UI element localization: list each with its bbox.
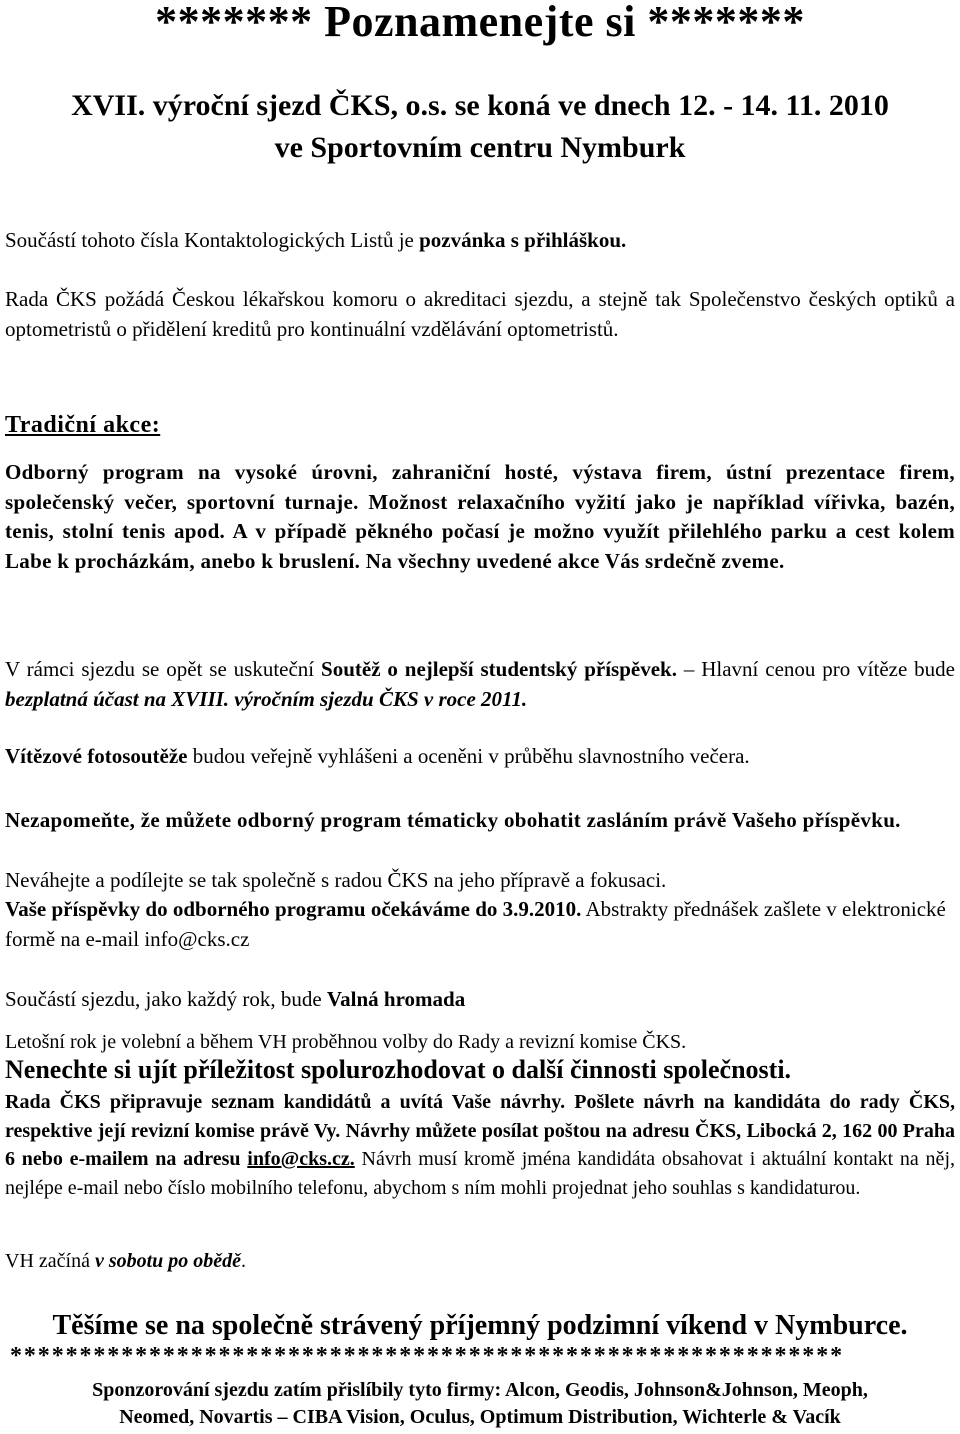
sponsors-block: [0, 1377, 960, 1431]
closing-line: Těšíme se na společně strávený příjemný podzimní víkend v Nymburce.: [52, 1310, 908, 1341]
assembly-start: [5, 1247, 955, 1275]
program-deadline: [5, 895, 955, 954]
election-info: Letošní rok je volební a během VH proběhnou volby do Rady a revizní komise ČKS.: [5, 1031, 687, 1053]
intro-text: Součástí tohoto čísla Kontaktologických Listů je: [5, 228, 420, 252]
competition-paragraph: [5, 655, 955, 714]
assembly-start-time: v sobotu po obědě: [94, 1250, 242, 1272]
accreditation-paragraph: Rada ČKS požádá Českou lékařskou komoru o akreditaci sjezdu, a stejně tak Společenstvo českých optiků a optometristů o přidělení kreditů pro kontinuální vzdělávání optometristů.: [5, 287, 955, 341]
sponsors-line-2: Neomed, Novartis – CIBA Vision, Oculus, Optimum Distribution, Wichterle & Vacík: [119, 1406, 841, 1428]
event-title-line-1: XVII. výroční sjezd ČKS, o.s. se koná ve dnech 12. - 14. 11. 2010: [71, 89, 889, 122]
page-title: ******* Poznamenejte si *******: [155, 0, 805, 46]
candidates-bold: Rada ČKS připravuje seznam kandidátů a uvítá Vaše návrhy. Pošlete návrh na kandidáta do rady ČKS, respektive její revizní komise právě Vy. Návrhy můžete posílat poštou na adresu ČKS, Libocká 2, 162 00 Praha 6 nebo e-mailem na adresu: [5, 1091, 955, 1170]
program-participate: Neváhejte a podílejte se tak společně s radou ČKS na jeho přípravě a fokusaci.: [5, 868, 667, 892]
star-divider: ************************************************************: [10, 1344, 844, 1368]
assembly-paragraph: [5, 985, 955, 1015]
traditional-events-heading: Tradiční akce:: [5, 412, 161, 438]
invitation-highlight: pozvánka s přihláškou.: [419, 228, 627, 252]
intro-paragraph-1: [5, 226, 955, 256]
assembly-title: Valná hromada: [326, 987, 466, 1011]
competition-text-2: – Hlavní cenou pro vítěze bude: [676, 657, 955, 681]
program-deadline-bold: Vaše příspěvky do odborného programu očekáváme do 3.9.2010.: [5, 897, 582, 921]
traditional-events-body: Odborný program na vysoké úrovni, zahraniční hosté, výstava firem, ústní prezentace firem, společenský večer, sportovní turnaje. Možnost relaxačního vyžití jako je například vířivka, bazén, tenis, stolní tenis apod. A v případě pěkného počasí je možno využít přilehlého parku a cest kolem Labe k procházkám, anebo k bruslení. Na všechny uvedené akce Vás srdečně zveme.: [5, 460, 955, 573]
candidates-paragraph: [5, 1088, 955, 1202]
competition-title: Soutěž o nejlepší studentský příspěvek.: [321, 657, 677, 681]
email-link[interactable]: info@cks.cz.: [247, 1148, 355, 1170]
photo-contest-title: Vítězové fotosoutěže: [5, 744, 188, 768]
program-abstracts: Abstrakty přednášek zašlete v elektronické formě na e-mail info@cks.cz: [5, 897, 946, 951]
candidates-rest: Návrh musí kromě jména kandidáta obsahovat i aktuální kontakt na něj, nejlépe e-mail nebo číslo mobilního telefonu, abychom s ním mohli projednat jeho souhlas s kandidaturou.: [5, 1148, 955, 1199]
photo-contest-paragraph: [5, 742, 955, 772]
assembly-start-period: .: [241, 1250, 247, 1272]
assembly-text: Součástí sjezdu, jako každý rok, bude: [5, 987, 327, 1011]
sponsors-line-1: Sponzorování sjezdu zatím přislíbily tyto firmy: Alcon, Geodis, Johnson&Johnson, Meoph,: [92, 1379, 868, 1401]
assembly-start-text: VH začíná: [5, 1250, 95, 1272]
event-title-line-2: ve Sportovním centru Nymburk: [274, 131, 686, 164]
program-reminder: Nezapomeňte, že můžete odborný program tématicky obohatit zasláním právě Vašeho příspěvku.: [5, 808, 901, 832]
competition-text: V rámci sjezdu se opět se uskuteční: [5, 657, 322, 681]
photo-contest-text: budou veřejně vyhlášeni a oceněni v průběhu slavnostního večera.: [187, 744, 750, 768]
competition-prize: bezplatná účast na XVIII. výročním sjezdu ČKS v roce 2011.: [5, 686, 528, 711]
participation-call: Nenechte si ujít příležitost spolurozhodovat o další činnosti společnosti.: [5, 1055, 792, 1084]
